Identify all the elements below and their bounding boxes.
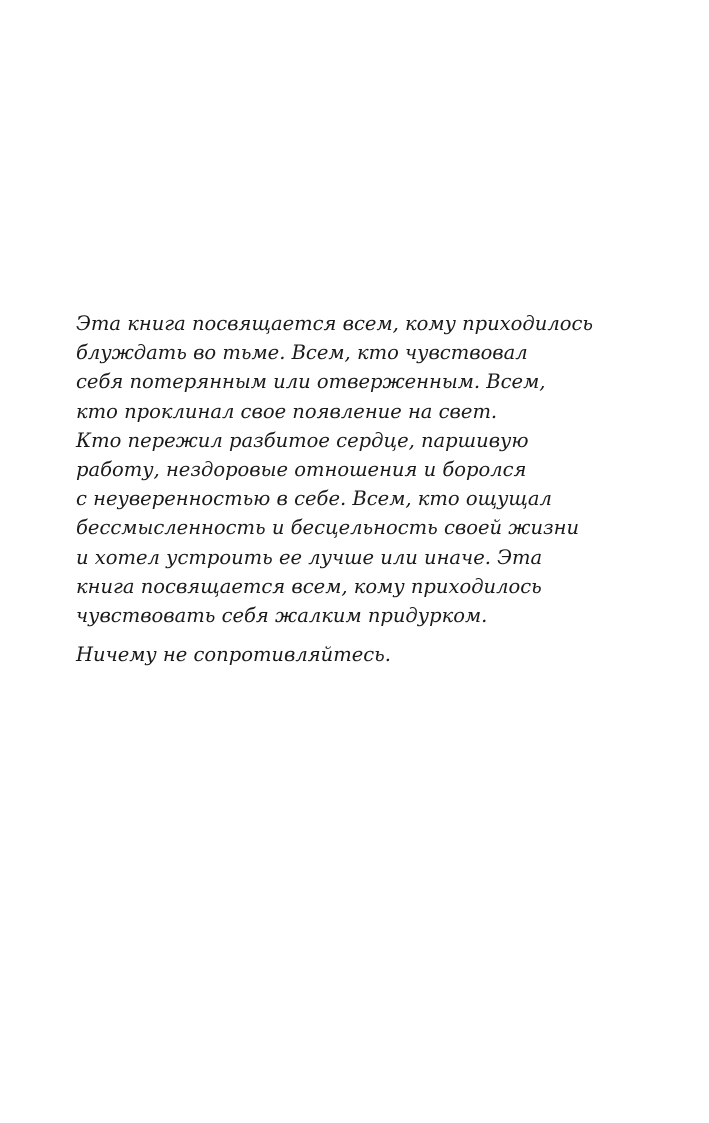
dedication-line: блуждать во тьме. Всем, кто чувствовал xyxy=(76,341,528,365)
dedication-line: чувствовать себя жалким придурком. xyxy=(76,604,488,628)
dedication-line: Эта книга посвящается всем, кому приходилось xyxy=(76,312,594,335)
dedication-line: кто проклинал свое появление на свет. xyxy=(76,399,498,423)
dedication-line: с неуверенностью в себе. Всем, кто ощущал xyxy=(76,487,552,511)
dedication-line: бессмысленность и бесцельность своей жизни xyxy=(76,516,580,540)
dedication-line: и хотел устроить ее лучше или иначе. Эта xyxy=(76,545,543,569)
dedication-line: Кто пережил разбитое сердце, паршивую xyxy=(76,428,529,452)
dedication-block xyxy=(76,309,636,669)
dedication-closing: Ничему не сопротивляйтесь. xyxy=(76,643,391,667)
dedication-line: книга посвящается всем, кому приходилось xyxy=(76,574,542,598)
dedication-line: работу, нездоровые отношения и боролся xyxy=(76,458,527,482)
dedication-line: себя потерянным или отверженным. Всем, xyxy=(76,370,546,394)
